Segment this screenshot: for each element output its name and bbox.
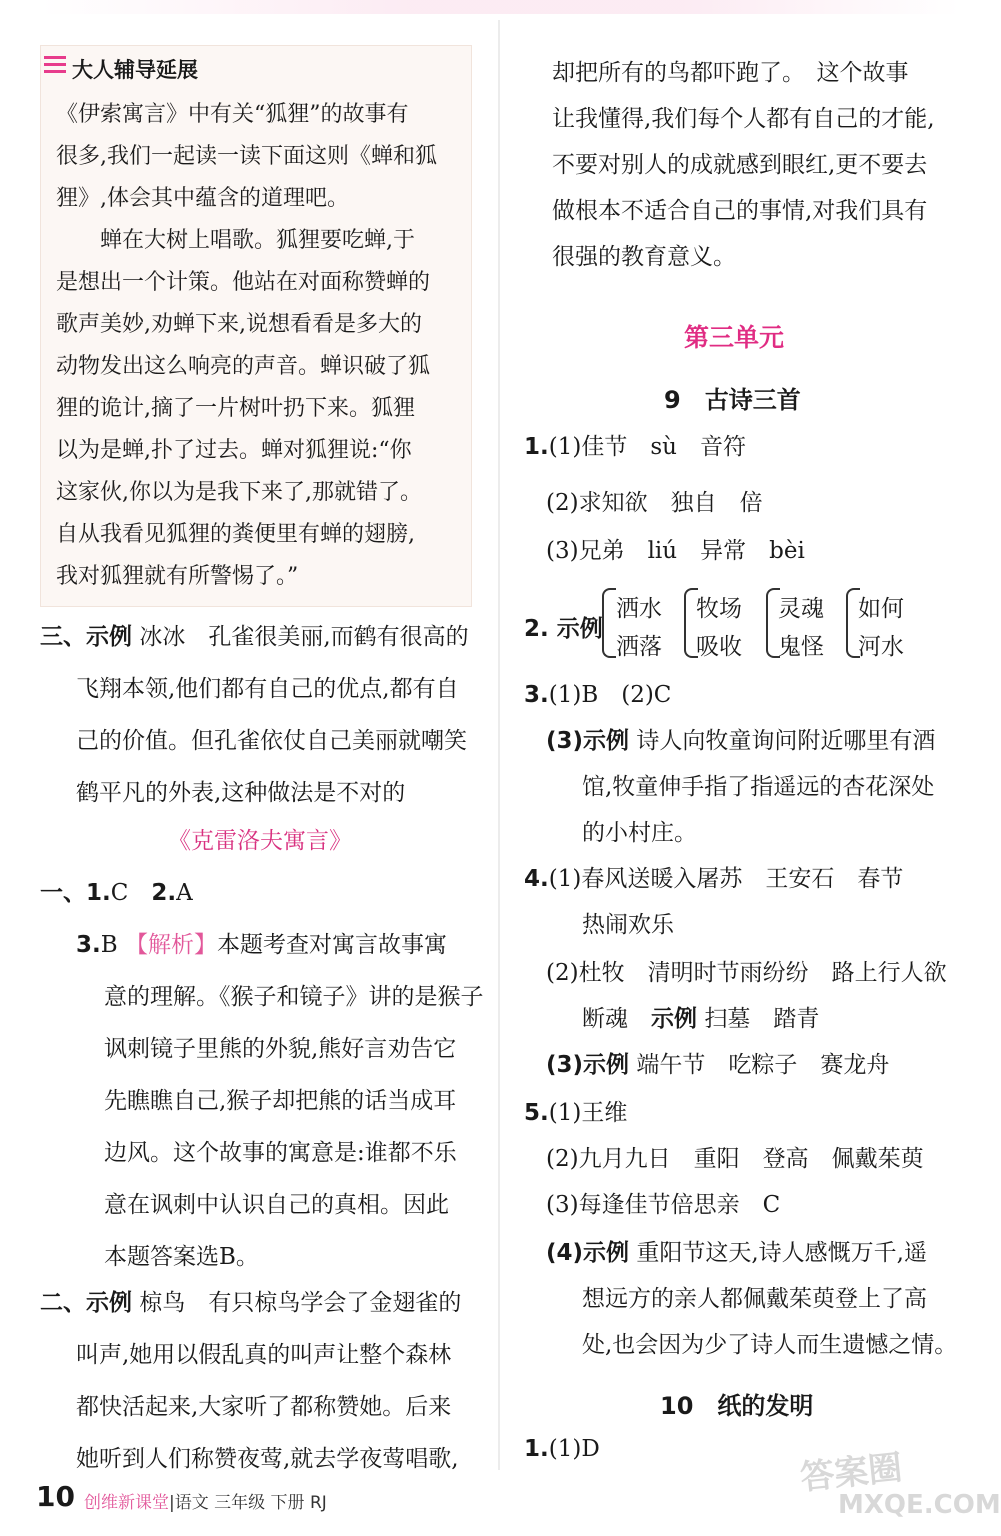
a3-line-1: 3.(1)B (2)C (524, 682, 672, 708)
a2-word: 吸收 (696, 634, 742, 660)
a1-line-1: 1.(1)佳节 sù 音符 (524, 434, 746, 460)
column-divider (498, 20, 500, 1470)
q3-line-2: 意的理解。《猴子和镜子》讲的是猴子 (104, 984, 484, 1010)
guide-line: 很多,我们一起读一读下面这则《蝉和狐 (56, 144, 437, 169)
page-number: 10 (36, 1480, 75, 1513)
a4-line-1: 4.(1)春风送暖入屠苏 王安石 春节 (524, 866, 904, 892)
cont-line-5: 很强的教育意义。 (552, 244, 736, 270)
a2-label: 2. 示例 (524, 616, 603, 642)
a2-word: 牧场 (696, 596, 742, 622)
unit-title: 第三单元 (684, 323, 785, 352)
q3-line-7: 本题答案选B。 (104, 1244, 259, 1270)
a3-line-2: (3)示例 诗人向牧童询问附近哪里有酒 (546, 728, 936, 754)
a5-line-3: (3)每逢佳节倍思亲 C (546, 1192, 781, 1218)
guide-line: 《伊索寓言》中有关“狐狸”的故事有 (56, 102, 409, 127)
sec3-line-2: 飞翔本领,他们都有自己的优点,都有自 (76, 676, 459, 702)
cont-line-3: 不要对别人的成就感到眼红,更不要去 (552, 152, 928, 178)
guide-line: 这家伙,你以为是我下来了,那就错了。 (56, 480, 422, 505)
a5-line-6: 处,也会因为少了诗人而生遗憾之情。 (582, 1332, 958, 1358)
q3-line-3: 讽刺镜子里熊的外貌,熊好言劝告它 (104, 1036, 457, 1062)
guide-line: 以为是蝉,扑了过去。蝉对狐狸说:“你 (56, 438, 412, 463)
cont-line-4: 做根本不适合自己的事情,对我们具有 (552, 198, 928, 224)
a1-line-2: (2)求知欲 独自 倍 (546, 490, 763, 516)
q3-line-5: 边风。这个故事的寓意是:谁都不乐 (104, 1140, 457, 1166)
guide-line: 狸的诡计,摘了一片树叶扔下来。狐狸 (56, 396, 415, 421)
a2-word: 河水 (858, 634, 904, 660)
a4-line-3: (2)杜牧 清明时节雨纷纷 路上行人欲 (546, 960, 947, 986)
a2-word: 洒落 (616, 634, 662, 660)
guide-line: 自从我看见狐狸的粪便里有蝉的翅膀, (56, 522, 415, 547)
a3-line-4: 的小村庄。 (582, 820, 697, 846)
guide-line: 狸》,体会其中蕴含的道理吧。 (56, 186, 349, 211)
a3-line-3: 馆,牧童伸手指了指遥远的杏花深处 (582, 774, 935, 800)
a2-word: 如何 (858, 596, 904, 622)
sec2-line-2: 叫声,她用以假乱真的叫声让整个森林 (76, 1342, 452, 1368)
lesson-10-title: 10 纸的发明 (660, 1392, 814, 1420)
guide-line: 动物发出这么响亮的声音。蝉识破了狐 (56, 354, 431, 379)
watermark-logo: 答案圈 (798, 1447, 905, 1499)
guide-line: 我对狐狸就有所警惕了。” (56, 564, 299, 589)
a4-line-2: 热闹欢乐 (582, 912, 674, 938)
fable-title: 《克雷洛夫寓言》 (168, 828, 352, 854)
a4-line-4: 断魂 示例 扫墓 踏青 (582, 1006, 820, 1032)
brand-name: 创维新课堂 (84, 1493, 169, 1513)
footer-info: 创维新课堂|语文 三年级 下册 RJ (84, 1493, 327, 1513)
a5-line-2: (2)九月九日 重阳 登高 佩戴茱萸 (546, 1146, 924, 1172)
sec2-label: 二、示例 (40, 1290, 132, 1316)
analysis-tag: 【解析】 (124, 932, 217, 958)
sec3-label: 三、示例 (40, 624, 132, 650)
a5-line-4: (4)示例 重阳节这天,诗人感慨万千,遥 (546, 1240, 927, 1266)
q3-line-4: 先瞧瞧自己,猴子却把熊的话当成耳 (104, 1088, 457, 1114)
sec2-line-1: 二、示例 椋鸟 有只椋鸟学会了金翅雀的 (40, 1290, 462, 1316)
sec3-line-1: 三、示例 冰冰 孔雀很美丽,而鹤有很高的 (40, 624, 469, 650)
q1-line: 一、1.C 2.A (40, 880, 193, 906)
parent-guide-title: 大人辅导延展 (72, 58, 198, 82)
sec2-line-4: 她听到人们称赞夜莺,就去学夜莺唱歌, (76, 1446, 459, 1472)
guide-line: 是想出一个计策。他站在对面称赞蝉的 (56, 270, 431, 295)
cont-line-1: 却把所有的鸟都吓跑了。 这个故事 (552, 60, 909, 86)
sec3-line-4: 鹤平凡的外表,这种做法是不对的 (76, 780, 406, 806)
a4-line-5: (3)示例 端午节 吃粽子 赛龙舟 (546, 1052, 890, 1078)
a2-word: 洒水 (616, 596, 662, 622)
a2-word: 灵魂 (778, 596, 824, 622)
lesson-9-title: 9 古诗三首 (664, 386, 801, 414)
menu-lines-icon (44, 56, 66, 76)
sec2-line-3: 都快活起来,大家听了都称赞她。后来 (76, 1394, 452, 1420)
guide-line: 蝉在大树上唱歌。狐狸要吃蝉,于 (56, 228, 415, 253)
q3-line-1: 3.B 【解析】本题考查对寓言故事寓 (76, 932, 447, 958)
cont-line-2: 让我懂得,我们每个人都有自己的才能, (552, 106, 935, 132)
top-decoration (40, 0, 960, 14)
a5-line-5: 想远方的亲人都佩戴茱萸登上了高 (582, 1286, 927, 1312)
a5-line-1: 5.(1)王维 (524, 1100, 628, 1126)
guide-line: 歌声美妙,劝蝉下来,说想看看是多大的 (56, 312, 422, 337)
sec3-line-3: 己的价值。但孔雀依仗自己美丽就嘲笑 (76, 728, 467, 754)
q3-line-6: 意在讽刺中认识自己的真相。因此 (104, 1192, 449, 1218)
brace (602, 588, 616, 658)
a2-word: 鬼怪 (778, 634, 824, 660)
watermark-url: MXQE.COM (838, 1490, 1001, 1520)
a10-line-1: 1.(1)D (524, 1436, 600, 1462)
a1-line-3: (3)兄弟 liú 异常 bèi (546, 538, 805, 564)
parent-guide-text (56, 94, 456, 598)
